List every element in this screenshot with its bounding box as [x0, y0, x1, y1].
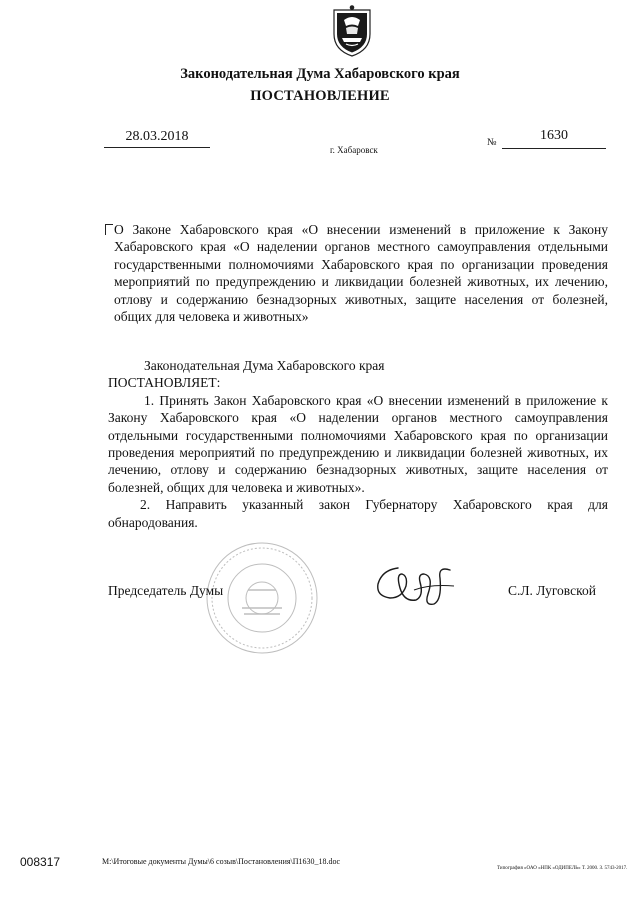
file-path: M:\Итоговые документы Думы\6 созыв\Постановления\П1630_18.doc — [102, 857, 341, 866]
document-date: 28.03.2018 — [125, 129, 189, 144]
number-underline — [502, 148, 606, 149]
signatory-title: Председатель Думы — [108, 583, 224, 598]
decree-word: ПОСТАНОВЛЯЕТ: — [108, 375, 221, 391]
handwritten-signature — [368, 560, 458, 610]
preamble: Законодательная Дума Хабаровского края — [144, 358, 385, 373]
date-underline — [104, 147, 210, 148]
subject-text: О Законе Хабаровского края «О внесении изменений в приложение к Закону Хабаровского края «О наделении органов местного самоуправления отдельными государственными полномочиями Хабаровского края по организации проведения мероприятий по предупреждению и ликвидации болезней животных, их лечению, отлову и содержанию безнадзорных животных, защите населения от болезней, общих для человека и животных» — [114, 222, 608, 325]
printer-note: Типография «ОАО «НПК «ОДИПЕЛЬ» Т. 2000. З. 5743-2017. — [497, 866, 628, 871]
number-label: № — [487, 137, 497, 148]
item-1: 1. Принять Закон Хабаровского края «О внесении изменений в приложение к Закону Хабаровского края «О наделении органов местного самоуправления отдельными государственными полномочиями Хабаровского края по организации проведения мероприятий по предупреждению и ликвидации болезней животных, их лечению, отлову и содержанию безнадзорных животных, защите населения от болезней, общих для человека и животных». — [108, 392, 608, 495]
city: г. Хабаровск — [330, 145, 378, 155]
organization-title: Законодательная Дума Хабаровского края — [180, 66, 460, 82]
subject-corner-mark — [105, 224, 113, 235]
document-code: 008317 — [20, 855, 61, 869]
coat-of-arms-icon — [330, 4, 374, 58]
item-2: 2. Направить указанный закон Губернатору Хабаровского края для обнародования. — [108, 497, 608, 530]
document-number: 1630 — [540, 128, 568, 143]
signatory-name: С.Л. Луговской — [508, 583, 596, 598]
document-type: ПОСТАНОВЛЕНИЕ — [250, 88, 390, 104]
document-body — [108, 357, 608, 531]
